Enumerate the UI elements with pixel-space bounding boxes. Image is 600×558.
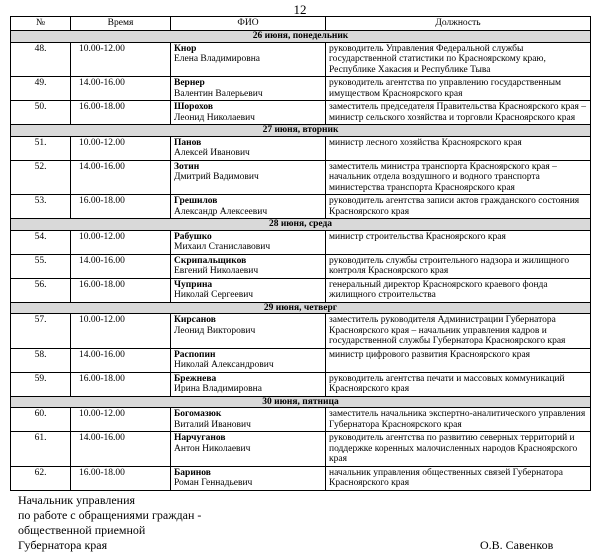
day-header-row — [11, 302, 591, 314]
day-label: 30 июня, пятница — [11, 396, 591, 408]
person-surname: Распопин — [174, 349, 216, 360]
person-surname: Панов — [174, 137, 202, 148]
row-person — [171, 348, 326, 372]
person-surname: Кнор — [174, 43, 197, 54]
row-time: 14.00-16.00 — [71, 254, 171, 278]
row-person — [171, 254, 326, 278]
table-row — [11, 230, 591, 254]
row-number: 53. — [11, 195, 71, 219]
row-time: 10.00-12.00 — [71, 42, 171, 77]
row-number: 58. — [11, 348, 71, 372]
row-time: 14.00-16.00 — [71, 77, 171, 101]
row-person — [171, 77, 326, 101]
column-header-position: Должность — [326, 17, 591, 31]
footer-line: по работе с обращениями граждан - — [18, 508, 202, 522]
row-position: руководитель агентства печати и массовых коммуникаций Красноярского края — [326, 372, 591, 396]
footer-line: Губернатора края — [18, 538, 108, 552]
row-position: руководитель агентства по развитию северных территорий и поддержке коренных малочисленных народов Красноярского края — [326, 432, 591, 467]
person-given-names: Елена Владимировна — [174, 54, 261, 64]
person-given-names: Леонид Николаевич — [174, 112, 255, 123]
table-row — [11, 160, 591, 195]
person-surname: Грешилов — [174, 196, 218, 206]
person-given-names: Роман Геннадьевич — [174, 478, 253, 488]
row-time: 14.00-16.00 — [71, 432, 171, 467]
day-header-row — [11, 125, 591, 137]
row-position: руководитель агентства записи актов гражданского состояния Красноярского края — [326, 195, 591, 219]
signatory-name: О.В. Савенков — [480, 538, 554, 552]
row-position: руководитель Управления Федеральной службы государственной статистики по Красноярскому краю, Республике Хакасия и Республике Тыва — [326, 42, 591, 77]
row-time: 16.00-18.00 — [71, 466, 171, 490]
row-position: заместитель министра транспорта Красноярского края – начальник отдела воздушного и водного транспорта министерства транспорта Красноярского края — [326, 160, 591, 195]
day-header-row — [11, 219, 591, 231]
table-row — [11, 254, 591, 278]
column-header-time: Время — [71, 17, 171, 31]
row-position: генеральный директор Красноярского краевого фонда жилищного строительства — [326, 278, 591, 302]
row-time: 16.00-18.00 — [71, 372, 171, 396]
row-time: 14.00-16.00 — [71, 160, 171, 195]
footer-line: общественной приемной — [18, 523, 146, 537]
row-position: министр цифрового развития Красноярского края — [326, 348, 591, 372]
table-row — [11, 101, 591, 125]
row-person — [171, 136, 326, 160]
row-person — [171, 314, 326, 349]
person-surname: Зотин — [174, 161, 200, 172]
person-surname: Нарчуганов — [174, 433, 226, 443]
row-number: 56. — [11, 278, 71, 302]
row-number: 59. — [11, 372, 71, 396]
row-position: руководитель службы строительного надзора и жилищного контроля Красноярского края — [326, 254, 591, 278]
person-given-names: Виталий Иванович — [174, 419, 251, 430]
day-label: 28 июня, среда — [11, 219, 591, 231]
table-row — [11, 136, 591, 160]
person-given-names: Алексей Иванович — [174, 148, 250, 158]
row-number: 55. — [11, 254, 71, 278]
row-person — [171, 408, 326, 432]
table-row — [11, 77, 591, 101]
row-person — [171, 466, 326, 490]
row-number: 54. — [11, 230, 71, 254]
row-time: 16.00-18.00 — [71, 278, 171, 302]
person-given-names: Леонид Викторович — [174, 325, 256, 336]
row-position: заместитель начальника экспертно-аналитического управления Губернатора Красноярского края — [326, 408, 591, 432]
day-label: 26 июня, понедельник — [11, 31, 591, 43]
person-given-names: Ирина Владимировна — [174, 384, 262, 394]
row-time: 10.00-12.00 — [71, 230, 171, 254]
person-surname: Брежнева — [174, 373, 217, 384]
person-given-names: Николай Сергеевич — [174, 290, 254, 300]
person-given-names: Николай Александрович — [174, 360, 274, 370]
row-position: руководитель агентства по управлению государственным имуществом Красноярского края — [326, 77, 591, 101]
row-person — [171, 195, 326, 219]
row-number: 51. — [11, 136, 71, 160]
row-person — [171, 230, 326, 254]
person-given-names: Михаил Станиславович — [174, 242, 271, 252]
person-surname: Шорохов — [174, 102, 214, 112]
schedule-table — [10, 16, 591, 491]
person-given-names: Александр Алексеевич — [174, 206, 268, 217]
person-given-names: Евгений Николаевич — [174, 266, 259, 276]
row-position: заместитель руководителя Администрации Губернатора Красноярского края – начальник управления кадров и государственной службы Губернатора Красноярского края — [326, 314, 591, 349]
row-time: 16.00-18.00 — [71, 101, 171, 125]
table-row — [11, 432, 591, 467]
row-time: 10.00-12.00 — [71, 136, 171, 160]
table-row — [11, 195, 591, 219]
day-label: 27 июня, вторник — [11, 125, 591, 137]
person-surname: Вернер — [174, 78, 205, 88]
row-position: начальник управления общественных связей Губернатора Красноярского края — [326, 466, 591, 490]
row-number: 57. — [11, 314, 71, 349]
person-surname: Богомазюк — [174, 409, 222, 419]
row-position: министр лесного хозяйства Красноярского края — [326, 136, 591, 160]
row-person — [171, 278, 326, 302]
person-surname: Скрипальщиков — [174, 255, 247, 266]
table-header-row — [11, 17, 591, 31]
person-surname: Чуприна — [174, 279, 213, 290]
row-person — [171, 42, 326, 77]
row-position: министр строительства Красноярского края — [326, 230, 591, 254]
table-row — [11, 408, 591, 432]
row-number: 50. — [11, 101, 71, 125]
table-row — [11, 372, 591, 396]
row-time: 16.00-18.00 — [71, 195, 171, 219]
column-header-number: № — [11, 17, 71, 31]
row-number: 62. — [11, 466, 71, 490]
day-label: 29 июня, четверг — [11, 302, 591, 314]
row-number: 60. — [11, 408, 71, 432]
footer-line: Начальник управления — [18, 493, 136, 507]
table-row — [11, 42, 591, 77]
footer-signatory-title — [18, 493, 201, 553]
table-row — [11, 348, 591, 372]
row-time: 14.00-16.00 — [71, 348, 171, 372]
person-surname: Баринов — [174, 467, 211, 478]
row-person — [171, 372, 326, 396]
column-header-name: ФИО — [171, 17, 326, 31]
row-number: 48. — [11, 42, 71, 77]
page-number: 12 — [293, 2, 307, 17]
row-time: 10.00-12.00 — [71, 408, 171, 432]
row-person — [171, 432, 326, 467]
person-given-names: Валентин Валерьевич — [174, 88, 263, 99]
row-number: 52. — [11, 160, 71, 195]
row-number: 61. — [11, 432, 71, 467]
person-given-names: Дмитрий Вадимович — [174, 172, 259, 182]
person-surname: Рабушко — [174, 231, 212, 242]
row-person — [171, 160, 326, 195]
schedule-body — [11, 31, 591, 491]
row-person — [171, 101, 326, 125]
row-position: заместитель председателя Правительства Красноярского края – министр сельского хозяйства и торговли Красноярского края — [326, 101, 591, 125]
row-number: 49. — [11, 77, 71, 101]
person-surname: Кирсанов — [174, 315, 216, 325]
table-row — [11, 278, 591, 302]
row-time: 10.00-12.00 — [71, 314, 171, 349]
table-row — [11, 466, 591, 490]
day-header-row — [11, 31, 591, 43]
day-header-row — [11, 396, 591, 408]
table-row — [11, 314, 591, 349]
person-given-names: Антон Николаевич — [174, 443, 251, 454]
